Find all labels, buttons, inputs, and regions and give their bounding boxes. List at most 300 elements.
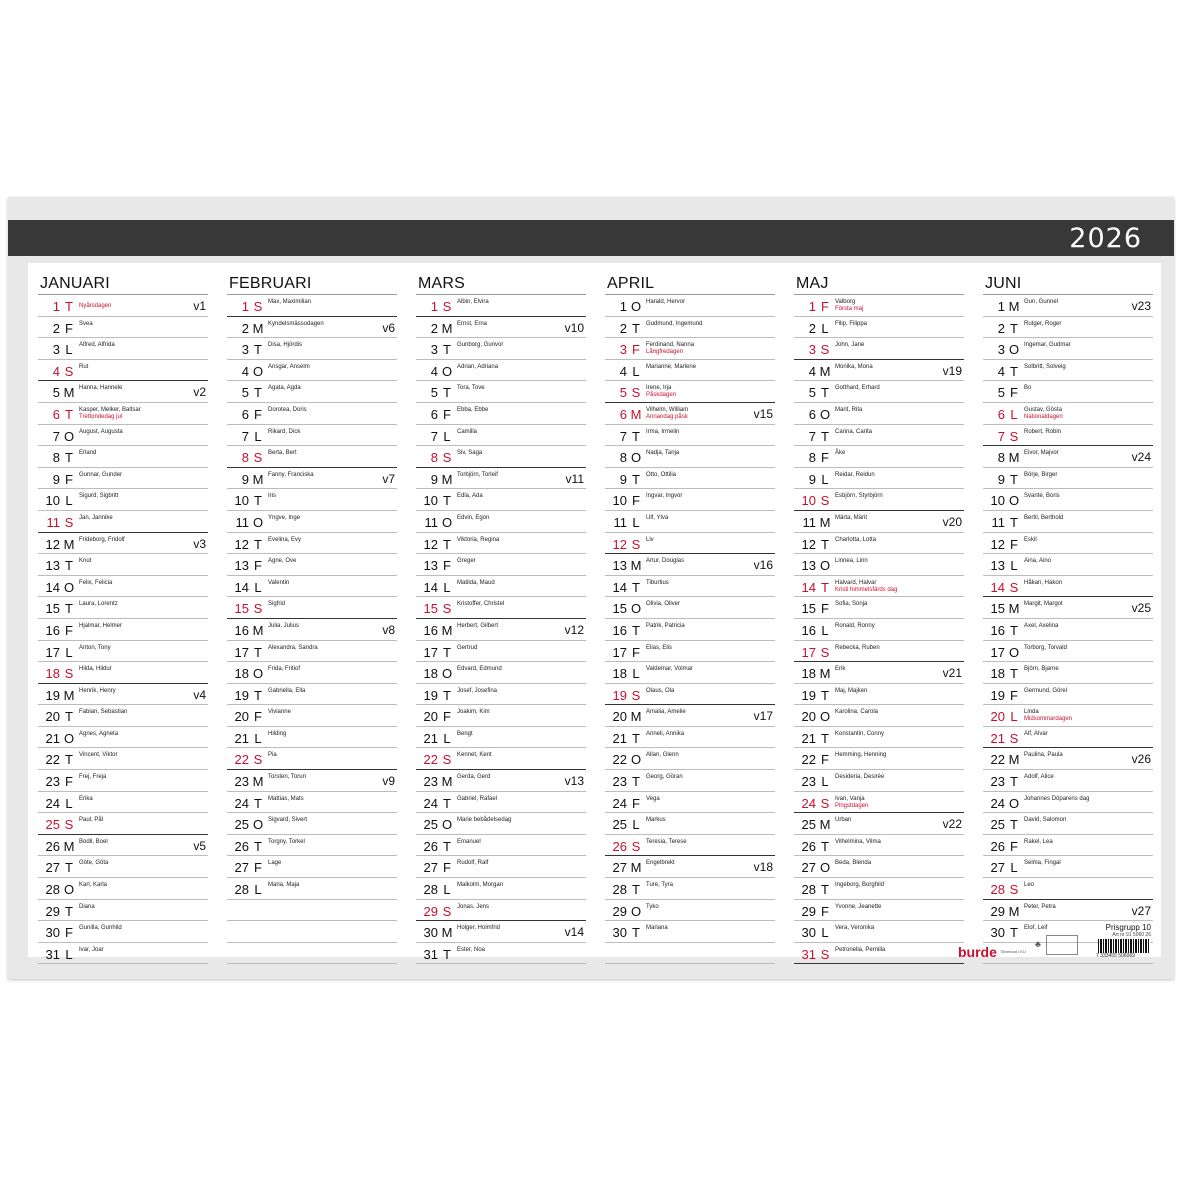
day-row	[38, 597, 208, 619]
empty-day-row	[227, 943, 397, 965]
weekday-letter: L	[632, 817, 640, 833]
name-day: Felix, Felicia	[79, 579, 113, 586]
weekday-letter: O	[819, 406, 831, 422]
weekday-letter: S	[442, 299, 452, 314]
month-name: FEBRUARI	[227, 271, 397, 295]
weekday-letter: T	[65, 903, 73, 919]
name-day: Edla, Ada	[457, 493, 483, 500]
day-number: 31	[423, 946, 438, 962]
day-row	[794, 533, 964, 555]
day-number: 7	[241, 428, 249, 444]
day-number: 20	[801, 709, 816, 725]
name-day: Karl, Karla	[79, 882, 108, 889]
weekday-letter: M	[441, 622, 453, 638]
day-row	[794, 619, 964, 641]
day-number: 13	[612, 558, 627, 574]
day-row	[605, 748, 775, 770]
weekday-letter: F	[65, 320, 73, 336]
name-day: Hemming, Henning	[835, 752, 887, 759]
weekday-letter: T	[1010, 514, 1018, 530]
weekday-letter: L	[1010, 558, 1018, 574]
name-day: Bertil, Berthold	[1024, 514, 1064, 521]
day-number: 13	[990, 558, 1005, 574]
name-day: Ferdinand, Nanna	[646, 342, 695, 349]
name-day: Siv, Saga	[457, 450, 483, 457]
day-number: 24	[45, 795, 60, 811]
name-day: Ester, Noa	[457, 946, 486, 953]
day-row	[416, 554, 586, 576]
day-row	[983, 489, 1153, 511]
month-column	[605, 271, 775, 964]
name-day: Kasper, Melker, Baltsar	[79, 406, 141, 413]
weekday-letter: S	[253, 450, 263, 466]
day-number: 1	[619, 299, 627, 314]
day-row	[983, 878, 1153, 900]
day-row	[416, 900, 586, 922]
weekday-letter: T	[65, 406, 73, 422]
day-row	[227, 813, 397, 835]
name-day: Desideria, Desirée	[835, 774, 885, 781]
name-day: Markus	[646, 817, 666, 824]
day-row	[794, 792, 964, 814]
day-number: 3	[997, 342, 1005, 358]
day-row	[227, 597, 397, 619]
day-number: 9	[52, 471, 60, 487]
day-row	[605, 533, 775, 555]
name-day: Solbritt, Solveig	[1024, 363, 1066, 370]
name-day: Linda	[1024, 709, 1039, 716]
day-number: 27	[45, 860, 60, 876]
weekday-letter: M	[252, 774, 264, 790]
day-number: 28	[801, 882, 816, 898]
name-day: Rakel, Lea	[1024, 838, 1053, 845]
day-number: 6	[808, 406, 816, 422]
day-number: 29	[801, 903, 816, 919]
weekday-letter: T	[254, 687, 262, 703]
day-number: 3	[241, 342, 249, 358]
day-row	[983, 533, 1153, 555]
weekday-letter: O	[441, 666, 453, 682]
weekday-letter: O	[630, 601, 642, 617]
day-row	[605, 511, 775, 533]
day-row	[38, 878, 208, 900]
name-day: Valborg	[835, 299, 856, 305]
weekday-letter: L	[821, 471, 829, 487]
day-row	[794, 295, 964, 317]
day-number: 12	[990, 536, 1005, 552]
day-number: 13	[801, 558, 816, 574]
week-number: v6	[382, 320, 395, 335]
name-day: Ansgar, Anselm	[268, 363, 310, 370]
day-number: 7	[997, 428, 1005, 444]
name-day: Bengt	[457, 730, 473, 737]
weekday-letter: T	[632, 882, 640, 898]
day-number: 4	[619, 363, 627, 379]
day-number: 6	[241, 406, 249, 422]
day-number: 2	[808, 320, 816, 336]
name-day: Svea	[79, 320, 93, 327]
day-number: 19	[423, 687, 438, 703]
weekday-letter: O	[252, 666, 264, 682]
day-number: 17	[612, 644, 627, 660]
day-row	[416, 489, 586, 511]
day-number: 4	[241, 363, 249, 379]
weekday-letter: T	[821, 882, 829, 898]
day-row	[38, 425, 208, 447]
day-row	[794, 856, 964, 878]
name-day: Axel, Axelina	[1024, 622, 1059, 629]
day-number: 14	[234, 579, 249, 595]
article-number: Art nr 91 5060 26	[1112, 932, 1151, 938]
weekday-letter: T	[1010, 817, 1018, 833]
weekday-letter: F	[254, 709, 262, 725]
day-number: 9	[997, 471, 1005, 487]
day-row	[605, 295, 775, 317]
name-day: Maj, Majken	[835, 687, 868, 694]
weekday-letter: F	[443, 860, 451, 876]
day-number: 24	[612, 795, 627, 811]
day-number: 12	[423, 536, 438, 552]
day-row	[983, 900, 1153, 922]
day-number: 5	[997, 385, 1005, 401]
day-number: 17	[234, 644, 249, 660]
day-number: 25	[234, 817, 249, 833]
day-row	[983, 684, 1153, 706]
name-day: Paul, Pål	[79, 817, 104, 824]
brand-subtitle: Tillverkad i EU	[1000, 949, 1026, 954]
weekday-letter: O	[819, 709, 831, 725]
day-number: 3	[430, 342, 438, 358]
day-number: 20	[423, 709, 438, 725]
day-row	[227, 770, 397, 792]
weekday-letter: M	[63, 838, 75, 854]
weekday-letter: M	[252, 622, 264, 638]
day-row	[983, 381, 1153, 403]
weekday-letter: T	[632, 730, 640, 746]
day-row	[794, 425, 964, 447]
day-row	[227, 641, 397, 663]
day-row	[38, 684, 208, 706]
week-number: v4	[193, 687, 206, 702]
name-day: Rudolf, Ralf	[457, 860, 489, 867]
day-number: 26	[801, 838, 816, 854]
day-number: 2	[997, 320, 1005, 336]
day-row	[38, 576, 208, 598]
weekday-letter: T	[65, 558, 73, 574]
weekday-letter: T	[821, 730, 829, 746]
day-number: 19	[990, 687, 1005, 703]
day-number: 26	[612, 838, 627, 854]
name-day: Frideborg, Fridolf	[79, 536, 125, 543]
name-day: Laura, Lorentz	[79, 601, 118, 608]
weekday-letter: S	[631, 687, 641, 703]
week-number: v7	[382, 471, 395, 486]
weekday-letter: F	[821, 903, 829, 919]
day-row	[605, 554, 775, 576]
day-number: 23	[423, 774, 438, 790]
weekday-letter: O	[630, 903, 642, 919]
day-number: 16	[612, 622, 627, 638]
weekday-letter: T	[1010, 622, 1018, 638]
weekday-letter: T	[632, 622, 640, 638]
weekday-letter: T	[65, 709, 73, 725]
name-day: Matilda, Maud	[457, 579, 495, 586]
day-number: 1	[241, 299, 249, 314]
name-day: Agne, Ove	[268, 558, 297, 565]
day-row	[983, 813, 1153, 835]
weekday-letter: L	[821, 925, 829, 941]
day-row	[416, 727, 586, 749]
name-day: Gabriella, Ella	[268, 687, 306, 694]
weekday-letter: M	[252, 320, 264, 336]
day-number: 8	[430, 450, 438, 466]
name-day: Nadja, Tanja	[646, 450, 680, 457]
day-row	[416, 684, 586, 706]
day-number: 24	[990, 795, 1005, 811]
day-row	[605, 684, 775, 706]
name-day: Ivan, Vanja	[835, 795, 865, 802]
name-day: Björn, Bjarne	[1024, 666, 1059, 673]
name-day: Irma, Irmelin	[646, 428, 680, 435]
day-number: 2	[241, 320, 249, 336]
day-number: 8	[619, 450, 627, 466]
day-row	[794, 360, 964, 382]
name-day: Ingvar, Ingvor	[646, 493, 683, 500]
name-day: Agnes, Agneta	[79, 730, 119, 737]
name-day: Robert, Robin	[1024, 428, 1062, 435]
week-number: v5	[193, 838, 206, 853]
day-number: 21	[423, 730, 438, 746]
weekday-letter: M	[819, 514, 831, 530]
day-number: 13	[45, 558, 60, 574]
day-row	[416, 446, 586, 468]
day-number: 10	[234, 493, 249, 509]
day-row	[605, 619, 775, 641]
day-row	[794, 641, 964, 663]
name-day: Gabriel, Rafael	[457, 795, 498, 802]
day-row	[416, 878, 586, 900]
day-row	[416, 856, 586, 878]
day-row	[794, 489, 964, 511]
day-number: 21	[612, 730, 627, 746]
day-row	[983, 748, 1153, 770]
weekday-letter: T	[443, 644, 451, 660]
day-row	[38, 662, 208, 684]
day-row	[227, 338, 397, 360]
day-number: 6	[997, 406, 1005, 422]
name-day: Johannes Döparens dag	[1024, 795, 1090, 802]
day-row	[227, 662, 397, 684]
holiday-name: Långfredagen	[646, 349, 684, 356]
day-number: 7	[52, 428, 60, 444]
day-number: 10	[990, 493, 1005, 509]
day-number: 4	[430, 363, 438, 379]
day-row	[983, 403, 1153, 425]
weekday-letter: T	[443, 795, 451, 811]
day-row	[227, 878, 397, 900]
day-number: 14	[45, 579, 60, 595]
weekday-letter: T	[443, 493, 451, 509]
day-row	[227, 554, 397, 576]
name-day: Gunilla, Gunhild	[79, 925, 122, 932]
week-number: v10	[564, 320, 584, 335]
day-row	[983, 338, 1153, 360]
day-row	[416, 381, 586, 403]
day-number: 28	[45, 882, 60, 898]
name-day: Ingemar, Gudmar	[1024, 342, 1071, 349]
name-day: Kyndelsmässodagen	[268, 320, 324, 327]
weekday-letter: O	[1008, 493, 1020, 509]
day-row	[227, 533, 397, 555]
weekday-letter: L	[632, 514, 640, 530]
day-row	[416, 295, 586, 317]
name-day: Amalia, Amelie	[646, 709, 686, 716]
day-number: 27	[234, 860, 249, 876]
name-day: Sigurd, Sigbritt	[79, 493, 119, 500]
name-day: Hanna, Hannele	[79, 385, 123, 392]
weekday-letter: S	[1009, 882, 1019, 898]
day-row	[38, 360, 208, 382]
day-number: 18	[801, 666, 816, 682]
weekday-letter: L	[254, 428, 262, 444]
day-row	[794, 684, 964, 706]
name-day: Maria, Maja	[268, 882, 300, 889]
day-number: 30	[990, 925, 1005, 941]
day-number: 9	[430, 471, 438, 487]
weekday-letter: L	[443, 730, 451, 746]
name-day: Ebba, Ebbe	[457, 406, 489, 413]
name-day: Gunnar, Gunder	[79, 471, 123, 478]
weekday-letter: S	[442, 450, 452, 466]
weekday-letter: T	[821, 385, 829, 401]
name-day: August, Augusta	[79, 428, 123, 435]
day-number: 14	[990, 579, 1005, 595]
weekday-letter: M	[1008, 299, 1020, 314]
week-number: v2	[193, 385, 206, 400]
day-number: 27	[801, 860, 816, 876]
day-number: 3	[619, 342, 627, 358]
name-day: Carina, Carita	[835, 428, 873, 435]
name-day: Eskil	[1024, 536, 1037, 543]
day-row	[605, 641, 775, 663]
day-number: 2	[430, 320, 438, 336]
day-row	[983, 576, 1153, 598]
day-number: 30	[612, 925, 627, 941]
weekday-letter: M	[441, 774, 453, 790]
name-day: Berta, Bert	[268, 450, 297, 457]
day-number: 10	[612, 493, 627, 509]
weekday-letter: O	[252, 514, 264, 530]
day-row	[38, 317, 208, 339]
day-row	[794, 813, 964, 835]
name-day: Greger	[457, 558, 476, 565]
day-row	[416, 813, 586, 835]
weekday-letter: S	[820, 795, 830, 811]
day-row	[38, 511, 208, 533]
day-row	[38, 489, 208, 511]
month-name: JUNI	[983, 271, 1153, 295]
weekday-letter: T	[254, 644, 262, 660]
day-row	[605, 317, 775, 339]
day-number: 18	[234, 666, 249, 682]
weekday-letter: T	[443, 838, 451, 854]
day-number: 1	[430, 299, 438, 314]
name-day: Urban	[835, 817, 852, 824]
day-number: 15	[45, 601, 60, 617]
day-number: 21	[234, 730, 249, 746]
day-number: 11	[802, 514, 816, 530]
name-day: Torsten, Torun	[268, 774, 306, 781]
day-row	[227, 381, 397, 403]
name-day: Tyko	[646, 903, 659, 910]
weekday-letter: S	[631, 385, 641, 401]
day-row	[416, 511, 586, 533]
day-row	[38, 641, 208, 663]
weekday-letter: T	[1010, 774, 1018, 790]
day-row	[794, 576, 964, 598]
month-column	[794, 271, 964, 964]
day-number: 25	[990, 817, 1005, 833]
day-row	[416, 705, 586, 727]
name-day: Iris	[268, 493, 276, 500]
day-row	[983, 792, 1153, 814]
day-row	[605, 425, 775, 447]
weekday-letter: O	[63, 579, 75, 595]
name-day: Erland	[79, 450, 97, 457]
weekday-letter: T	[1010, 666, 1018, 682]
day-number: 17	[45, 644, 60, 660]
day-number: 27	[990, 860, 1005, 876]
day-number: 22	[423, 752, 438, 768]
day-row	[983, 856, 1153, 878]
holiday-name: Första maj	[835, 306, 864, 312]
week-number: v1	[193, 299, 206, 313]
weekday-letter: F	[254, 558, 262, 574]
day-number: 6	[430, 406, 438, 422]
day-row	[605, 856, 775, 878]
name-day: Marit, Rita	[835, 406, 863, 413]
day-number: 20	[45, 709, 60, 725]
weekday-letter: F	[821, 601, 829, 617]
name-day: Petronella, Pernilla	[835, 946, 886, 953]
day-number: 4	[997, 363, 1005, 379]
weekday-letter: S	[820, 342, 830, 358]
name-day: Marie bebådelsedag	[457, 817, 512, 824]
day-number: 6	[619, 406, 627, 422]
name-day: Patrik, Patricia	[646, 622, 685, 629]
day-number: 2	[619, 320, 627, 336]
name-day: Alexandra, Sandra	[268, 644, 318, 651]
day-number: 24	[423, 795, 438, 811]
weekday-letter: S	[442, 752, 452, 768]
empty-day-row	[227, 900, 397, 922]
day-row	[983, 619, 1153, 641]
weekday-letter: M	[1008, 903, 1020, 919]
holiday-name: Påskdagen	[646, 392, 677, 399]
name-day: Beda, Blenda	[835, 860, 872, 867]
name-day: Peter, Petra	[1024, 903, 1056, 910]
day-row	[227, 403, 397, 425]
day-row	[983, 446, 1153, 468]
name-day: Ulf, Ylva	[646, 514, 669, 521]
name-day: Rikard, Dick	[268, 428, 301, 435]
day-row	[605, 705, 775, 727]
day-row	[983, 641, 1153, 663]
day-row	[794, 900, 964, 922]
name-day: Jan, Jannike	[79, 514, 113, 521]
name-day: Olivia, Oliver	[646, 601, 681, 608]
day-row	[227, 360, 397, 382]
